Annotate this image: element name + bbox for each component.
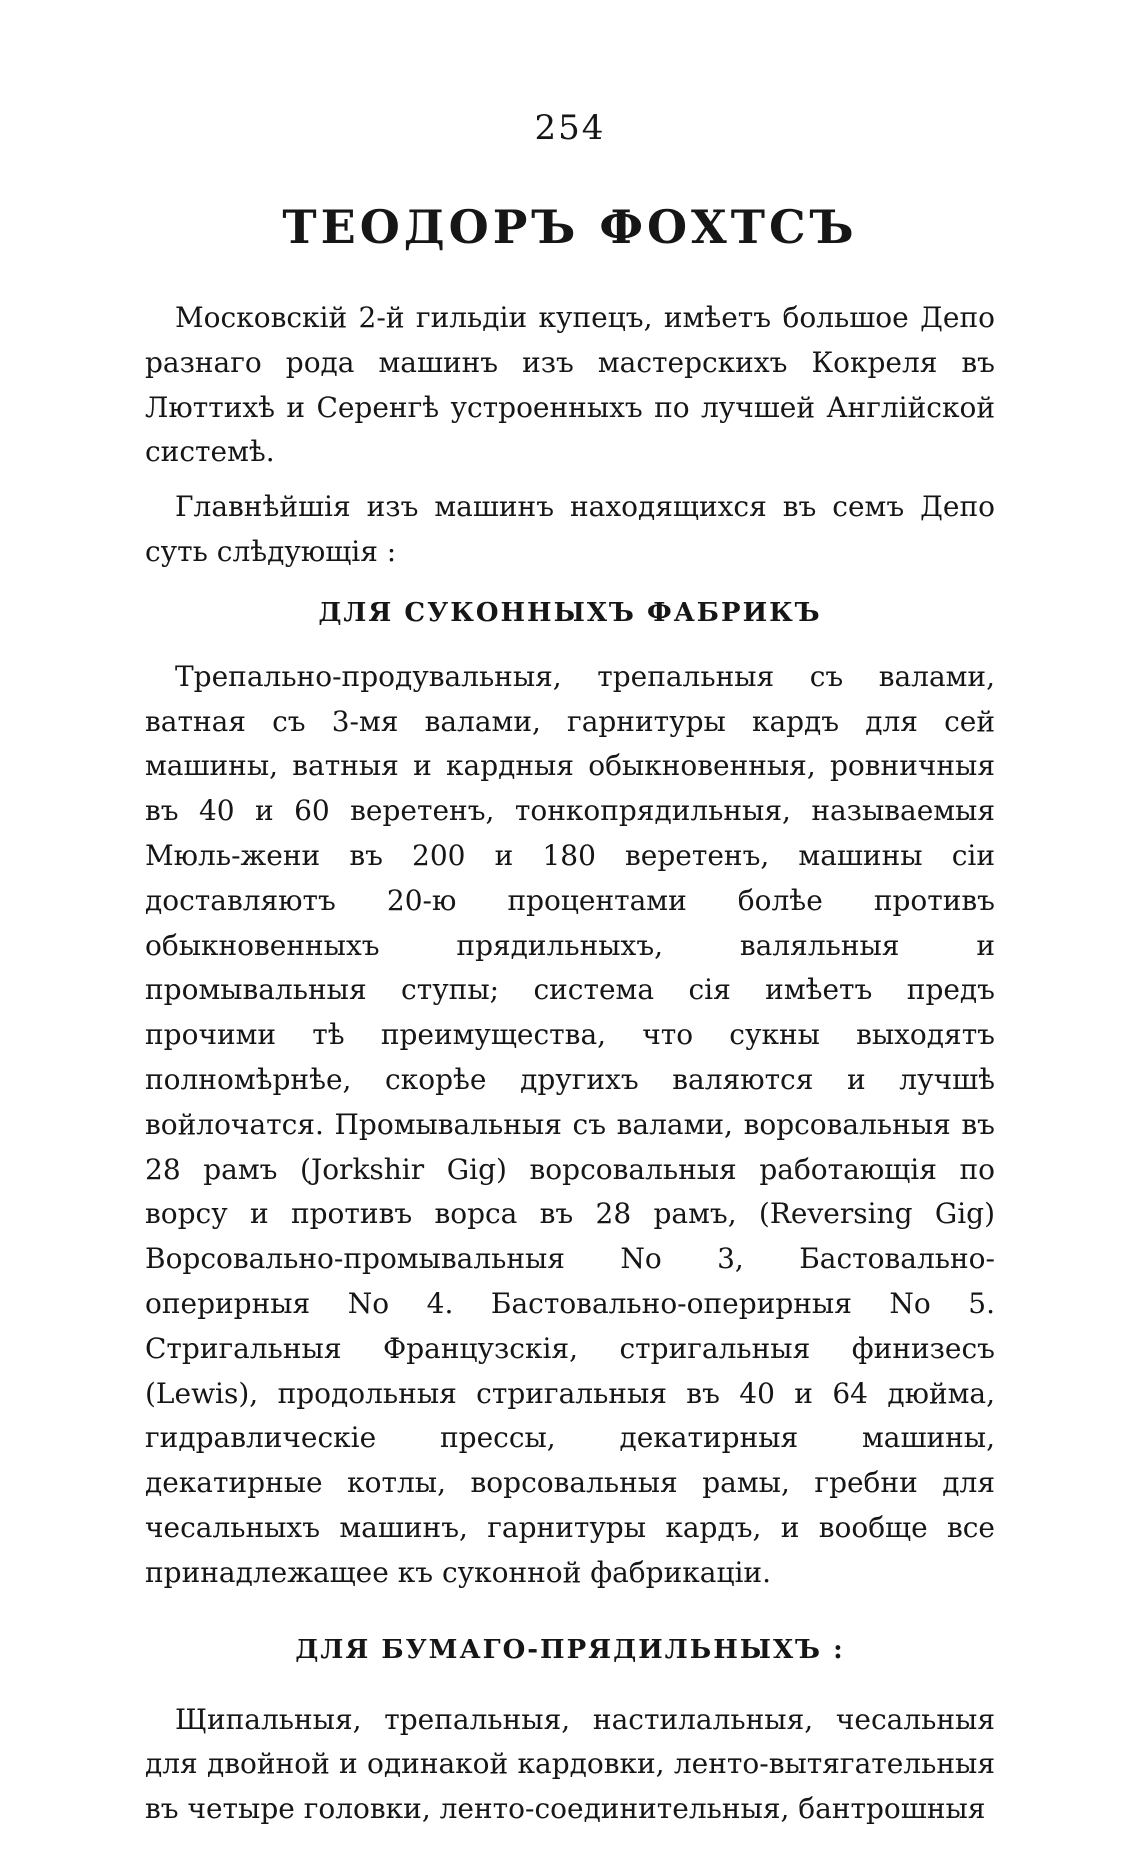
section-heading-cloth: ДЛЯ СУКОННЫХЪ ФАБРИКЪ: [318, 597, 822, 628]
cloth-section: [145, 655, 995, 1596]
intro-paragraph-2: Главнѣйшія изъ машинъ находящихся въ семъ Депо суть слѣдующія :: [145, 490, 995, 568]
intro-section: [145, 296, 995, 575]
page-title: ТЕОДОРЪ ФОХТСЪ: [282, 200, 858, 254]
cotton-paragraph: Щипальныя, трепальныя, настилальныя, чесальныя для двойной и одинакой кардовки, ленто-вытягательныя въ четыре головки, ленто-соединительныя, бантрошныя: [145, 1702, 995, 1826]
cloth-paragraph: Трепально-продувальныя, трепальныя съ валами, ватная съ 3-мя валами, гарнитуры кардъ для сей машины, ватныя и кардныя обыкновенныя, ровничныя въ 40 и 60 веретенъ, тонкопрядильныя, называемыя Мюль-жени въ 200 и 180 веретенъ, машины сіи доставляютъ 20-ю процентами болѣе противъ обыкновенныхъ прядильныхъ, валяльныя и промывальныя ступы; система сія имѣетъ предъ прочими тѣ преимущества, что сукны выходятъ полномѣрнѣе, скорѣе другихъ валяются и лучшѣ войлочатся. Промывальныя съ валами, ворсовальныя въ 28 рамъ (Jorkshir Gig) ворсовальныя работающія по ворсу и противъ ворса въ 28 рамъ, (Reversing Gig) Ворсовально-промывальныя No 3, Бастовально-оперирныя No 4. Бастовально-оперирныя No 5. Стригальныя Французскія, стригальныя финизесъ (Lewis), продольныя стригальныя въ 40 и 64 дюйма, гидравлическіе прессы, декатирныя машины, декатирные котлы, ворсовальныя рамы, гребни для чесальныхъ машинъ, гарнитуры кардъ, и вообще все принадлежащее къ суконной фабрикаціи.: [145, 659, 995, 1589]
page-number: 254: [534, 108, 606, 148]
cotton-section: [145, 1698, 995, 1832]
intro-paragraph-1: Московскій 2-й гильдіи купецъ, имѣетъ большое Депо разнаго рода машинъ изъ мастерскихъ Кокреля въ Люттихѣ и Серенгѣ устроенныхъ по лучшей Англійской системѣ.: [145, 301, 995, 469]
section-heading-cotton: ДЛЯ БУМАГО-ПРЯДИЛЬНЫХЪ :: [295, 1634, 845, 1665]
